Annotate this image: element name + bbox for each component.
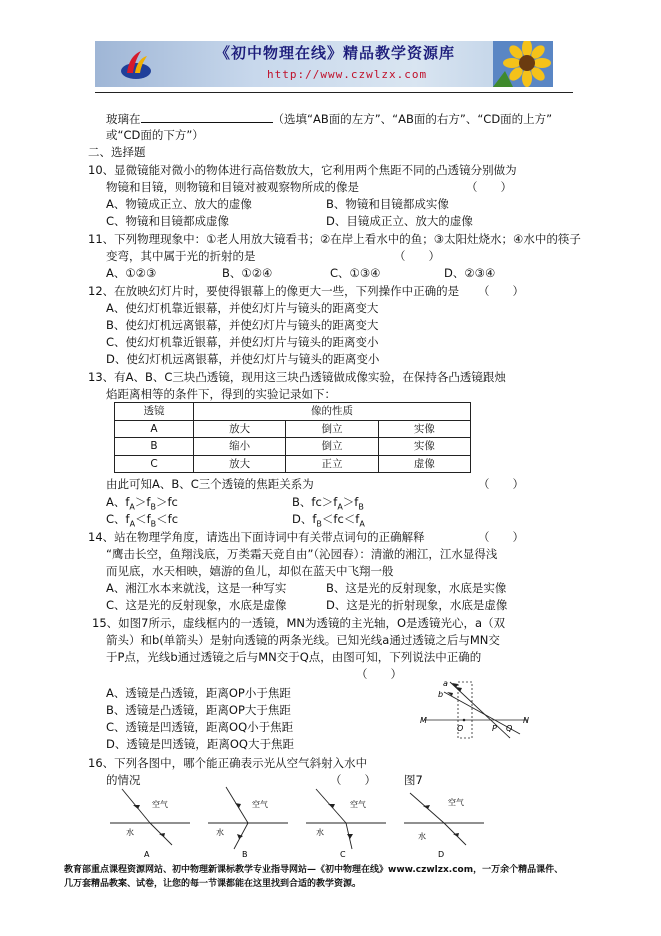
q12-option-b: B、使幻灯机远离银幕，并使幻灯片与镜头的距离变大	[106, 318, 379, 332]
optical-center	[463, 719, 466, 722]
header-title: 《初中物理在线》精品教学资源库	[215, 44, 456, 62]
label-n: N	[523, 716, 529, 725]
q10-stem1: 10、显微镜能对微小的物体进行高倍数放大，它利用两个焦距不同的凸透镜分别做为	[88, 163, 517, 177]
intro-line1: 玻璃在 （选填“AB面的左方”、“AB面的右方”、“CD面的上方”	[106, 112, 553, 126]
q16-figure-b	[208, 787, 288, 858]
q10-option-b: B、物镜和目镜都成实像	[326, 197, 449, 211]
answer-blank	[141, 110, 273, 123]
q11-paren: （ ）	[394, 249, 440, 263]
q11-stem1: 11、下列物理现象中：①老人用放大镜看书；②在岸上看水中的鱼；③太阳灶烧水；④水中的筷子	[88, 232, 581, 246]
q15-stem3: 于P点，光线b通过透镜之后与MN交于Q点，由图可知，下列说法中正确的	[106, 650, 482, 664]
footer	[64, 863, 563, 891]
q15-paren: （ ）	[356, 667, 402, 681]
q14-poem1: “鹰击长空，鱼翔浅底，万类霜天竞自由”（沁园春）：清澈的湘江，江水显得浅	[106, 547, 498, 561]
q10-stem2: 物镜和目镜，则物镜和目镜对被观察物所成的像是	[106, 180, 359, 194]
q16-figure-a	[110, 789, 190, 858]
table-row: B 缩小 倒立 实像	[115, 438, 471, 456]
label-o: O	[457, 724, 464, 733]
label-m: M	[420, 716, 427, 725]
q10-option-a: A、物镜成正立、放大的虚像	[106, 197, 252, 211]
label-a: a	[443, 679, 448, 688]
svg-text:空气: 空气	[350, 800, 366, 809]
q13-conclusion: 由此可知A、B、C三个透镜的焦距关系为	[106, 477, 314, 491]
table-row: C 放大 正立 虚像	[115, 455, 471, 473]
svg-text:A: A	[144, 850, 150, 858]
q14-stem: 14、站在物理学角度，请选出下面诗词中有关带点词句的正确解释	[88, 530, 425, 544]
svg-text:C: C	[340, 850, 346, 858]
q13-stem1: 13、有A、B、C三块凸透镜，现用这三块凸透镜做成像实验，在保持各凸透镜跟烛	[88, 370, 506, 384]
q15-lens-diagram	[420, 674, 532, 744]
q13-option-c: C、$f_A<f_B<fc$	[106, 512, 179, 529]
q15-option-a: A、透镜是凸透镜，距离OP小于焦距	[106, 686, 291, 700]
q15-stem2: 箭头）和b(单箭头）是射向透镜的两条光线。已知光线a通过透镜之后与MN交	[106, 633, 500, 647]
q13-option-b: B、$fc>f_A>f_B$	[292, 495, 364, 512]
q16-stem2: 的情况	[106, 773, 141, 787]
q13-option-d: D、$f_B<fc<f_A$	[292, 512, 365, 529]
svg-text:水: 水	[216, 828, 224, 837]
sunflower-icon	[493, 41, 553, 87]
intro-line2: 或“CD面的下方”）	[106, 128, 204, 142]
footer-line1: 教育部重点课程资源网站、初中物理新课标教学专业指导网站—《初中物理在线》www.czwlzx.com，一万余个精品课件、	[64, 865, 564, 875]
table-row	[115, 403, 471, 421]
q14-paren: （ ）	[478, 530, 524, 544]
q15-option-d: D、透镜是凹透镜，距离OQ大于焦距	[106, 737, 294, 751]
svg-text:D: D	[438, 850, 445, 858]
header-url[interactable]: http://www.czwlzx.com	[267, 68, 428, 81]
q15-option-c: C、透镜是凹透镜，距离OQ小于焦距	[106, 720, 294, 734]
label-p: P	[492, 724, 497, 733]
label-q: Q	[506, 724, 513, 733]
q10-option-d: D、目镜成正立、放大的虚像	[326, 214, 473, 228]
q14-option-c: C、这是光的反射现象，水底是虚像	[106, 598, 287, 612]
q12-option-a: A、使幻灯机靠近银幕，并使幻灯片与镜头的距离变大	[106, 301, 379, 315]
q12-option-c: C、使幻灯机靠近银幕，并使幻灯片与镜头的距离变小	[106, 335, 379, 349]
svg-text:空气: 空气	[448, 798, 464, 807]
table-row: A 放大 倒立 实像	[115, 420, 471, 438]
footer-line2: 几万套精品教案、试卷，让您的每一节课都能在这里找到合适的教学资源。	[64, 879, 362, 889]
q16-paren: （ ）	[330, 773, 376, 787]
svg-text:水: 水	[126, 828, 134, 837]
q10-option-c: C、物镜和目镜都成虚像	[106, 214, 230, 228]
q16-stem1: 16、下列各图中，哪个能正确表示光从空气斜射入水中	[88, 756, 368, 770]
q14-poem2: 而见底，水天相映，嬉游的鱼儿，却似在蓝天中飞翔一般	[106, 564, 394, 578]
svg-text:B: B	[242, 850, 248, 858]
header-banner	[95, 41, 553, 87]
q13-paren: （ ）	[478, 477, 524, 491]
q11-option-d: D、②③④	[444, 266, 496, 280]
site-logo-icon	[119, 47, 153, 81]
q15-stem1: 15、如图7所示，虚线框内的一透镜，MN为透镜的主光轴，O是透镜光心，a（双	[92, 616, 506, 630]
q16-figure-d	[404, 793, 484, 858]
q11-stem2: 变弯，其中属于光的折射的是	[106, 249, 256, 263]
q10-paren: （ ）	[466, 180, 512, 194]
svg-text:水: 水	[418, 832, 426, 841]
q11-option-c: C、①③④	[330, 266, 381, 280]
q11-option-a: A、①②③	[106, 266, 157, 280]
q13-option-a: A、$f_A>f_B>fc$	[106, 495, 178, 512]
table-head-image: 像的性质	[194, 403, 471, 421]
q13-table	[114, 402, 471, 473]
table-head-lens: 透镜	[115, 403, 194, 421]
q12-paren: （ ）	[478, 284, 524, 298]
q12-stem: 12、在放映幻灯片时，要使得银幕上的像更大一些，下列操作中正确的是	[88, 284, 460, 298]
q13-stem2: 焰距离相等的条件下，得到的实验记录如下：	[106, 387, 336, 401]
header-rule	[95, 92, 573, 93]
q12-option-d: D、使幻灯机远离银幕，并使幻灯片与镜头的距离变小	[106, 352, 380, 366]
label-b: b	[438, 690, 444, 699]
q14-option-d: D、这是光的折射现象，水底是虚像	[326, 598, 508, 612]
q14-option-b: B、这是光的反射现象，水底是实像	[326, 581, 507, 595]
q15-option-b: B、透镜是凸透镜，距离OP大于焦距	[106, 703, 291, 717]
q16-refraction-figures	[110, 783, 490, 858]
svg-text:空气: 空气	[252, 800, 268, 809]
svg-text:空气: 空气	[152, 800, 168, 809]
q11-option-b: B、①②④	[222, 266, 273, 280]
q14-option-a: A、湘江水本来就浅，这是一种写实	[106, 581, 287, 595]
q16-figure-name: 图7	[404, 773, 423, 787]
q16-figure-c	[306, 789, 386, 858]
svg-text:水: 水	[316, 828, 324, 837]
section-heading: 二、选择题	[88, 145, 146, 159]
